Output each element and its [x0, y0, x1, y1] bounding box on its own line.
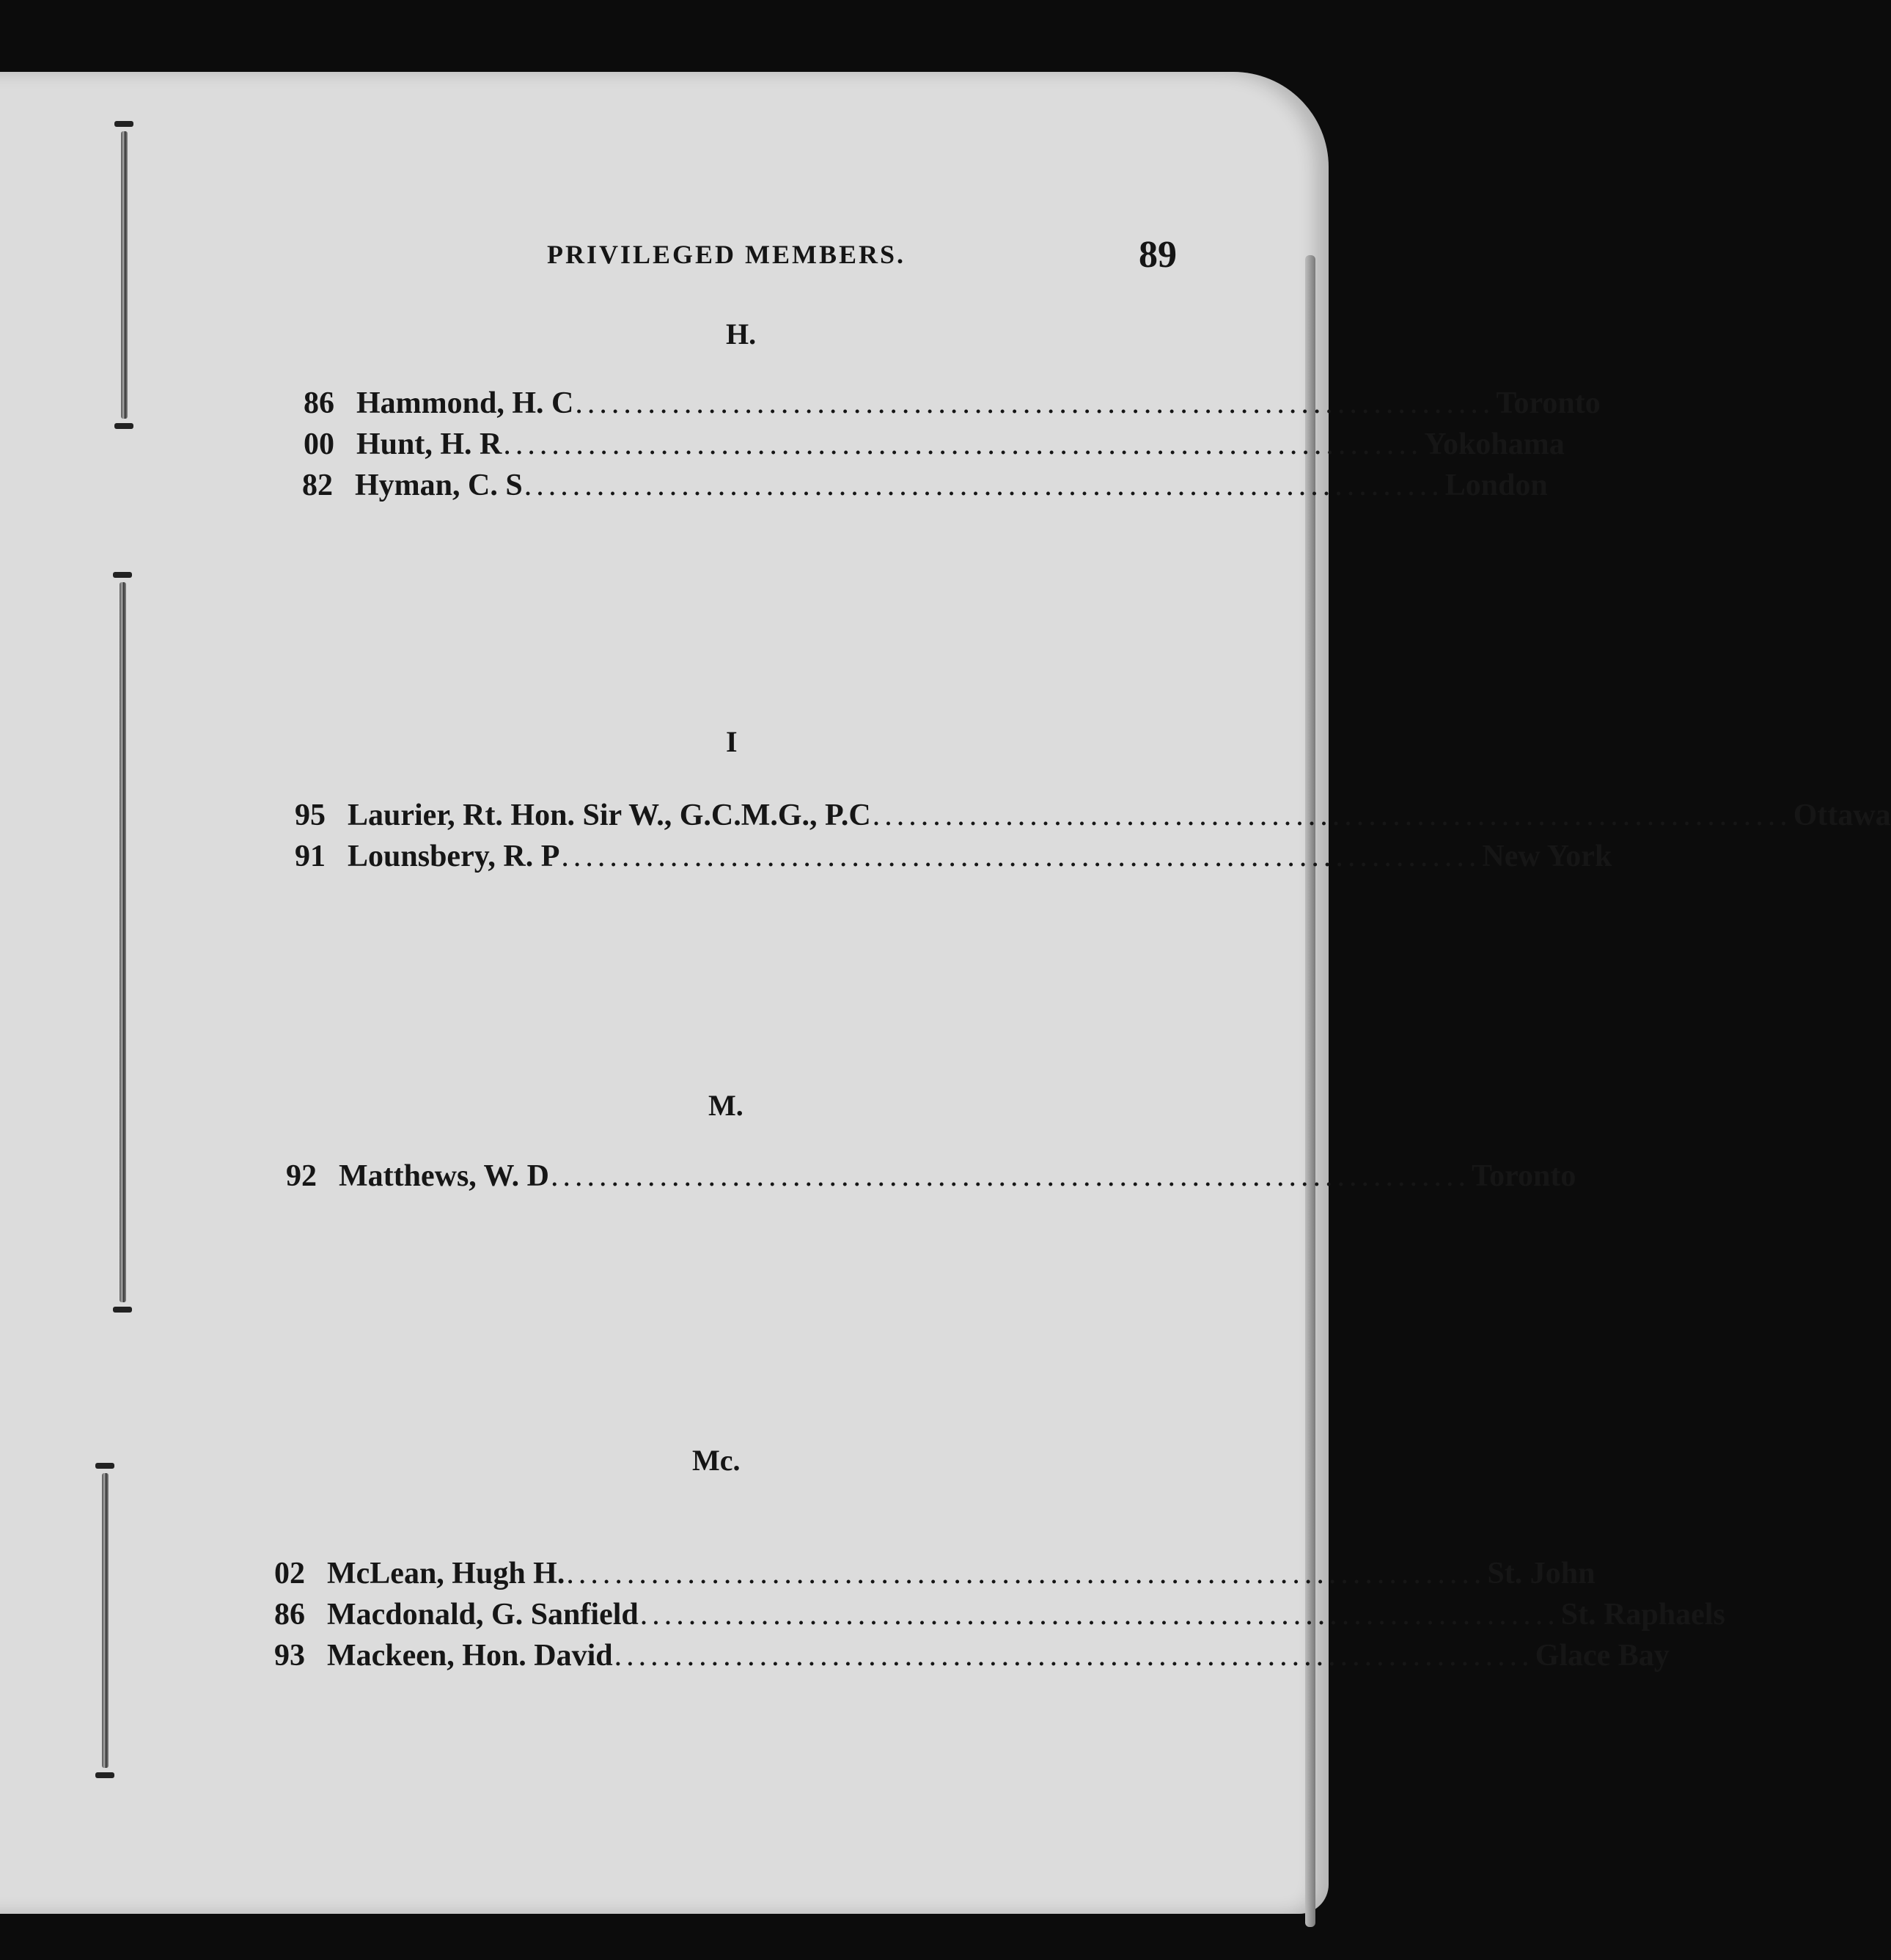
page-edge [1305, 255, 1315, 1927]
list-item [286, 1159, 1576, 1194]
member-year: 91 [295, 840, 326, 873]
leader-dots: ............................................................................ [614, 1639, 1534, 1673]
member-place: Glace Bay [1535, 1639, 1670, 1673]
list-item [304, 427, 1565, 462]
member-place: Ottawa [1793, 799, 1891, 832]
section-letter: I [726, 725, 738, 758]
member-name: Hunt, H. R [356, 427, 502, 461]
member-name: McLean, Hugh H. [327, 1557, 565, 1590]
member-year: 00 [304, 427, 334, 461]
member-year: 92 [286, 1159, 317, 1193]
page-header [0, 233, 1345, 277]
member-year: 82 [302, 469, 333, 502]
binding-stitch [95, 1463, 114, 1778]
member-place: London [1444, 469, 1548, 502]
member-place: Yokohama [1424, 427, 1565, 461]
leader-dots: ............................................................................ [524, 469, 1444, 502]
member-place: New York [1482, 840, 1612, 873]
section-letter: H. [726, 318, 757, 350]
leader-dots: ............................................................................ [566, 1557, 1486, 1590]
member-place: Toronto [1472, 1159, 1576, 1193]
member-name: Mackeen, Hon. David [327, 1639, 613, 1673]
member-name: Macdonald, G. Sanfield [327, 1598, 639, 1632]
member-name: Hammond, H. C [356, 386, 574, 420]
list-item [274, 1556, 1596, 1591]
member-name: Lounsbery, R. P [348, 840, 560, 873]
leader-dots: ............................................................................ [503, 427, 1423, 461]
list-item [302, 468, 1548, 503]
member-name: Laurier, Rt. Hon. Sir W., G.C.M.G., P.C [348, 799, 871, 832]
member-year: 86 [274, 1598, 305, 1632]
list-item [295, 839, 1612, 874]
list-item [304, 386, 1601, 421]
list-item [274, 1597, 1725, 1632]
running-title: PRIVILEGED MEMBERS. [547, 240, 906, 269]
leader-dots: ............................................................................ [551, 1159, 1471, 1193]
leader-dots: ............................................................................ [575, 386, 1495, 420]
leader-dots: ............................................................................ [872, 799, 1792, 832]
list-item [295, 798, 1891, 833]
leader-dots: ............................................................................ [561, 840, 1481, 873]
member-place: St. John [1487, 1557, 1596, 1590]
member-name: Hyman, C. S [355, 469, 523, 502]
section-letter: M. [708, 1089, 743, 1122]
member-year: 93 [274, 1639, 305, 1673]
member-place: St. Raphaels [1560, 1598, 1725, 1632]
member-place: Toronto [1496, 386, 1601, 420]
binding-stitch [113, 572, 132, 1313]
list-item [274, 1638, 1670, 1673]
member-name: Matthews, W. D [339, 1159, 550, 1193]
member-year: 86 [304, 386, 334, 420]
leader-dots: ............................................................................ [639, 1598, 1560, 1632]
member-year: 02 [274, 1557, 305, 1590]
section-letter: Mc. [692, 1444, 741, 1477]
page-number: 89 [1139, 234, 1177, 276]
member-year: 95 [295, 799, 326, 832]
